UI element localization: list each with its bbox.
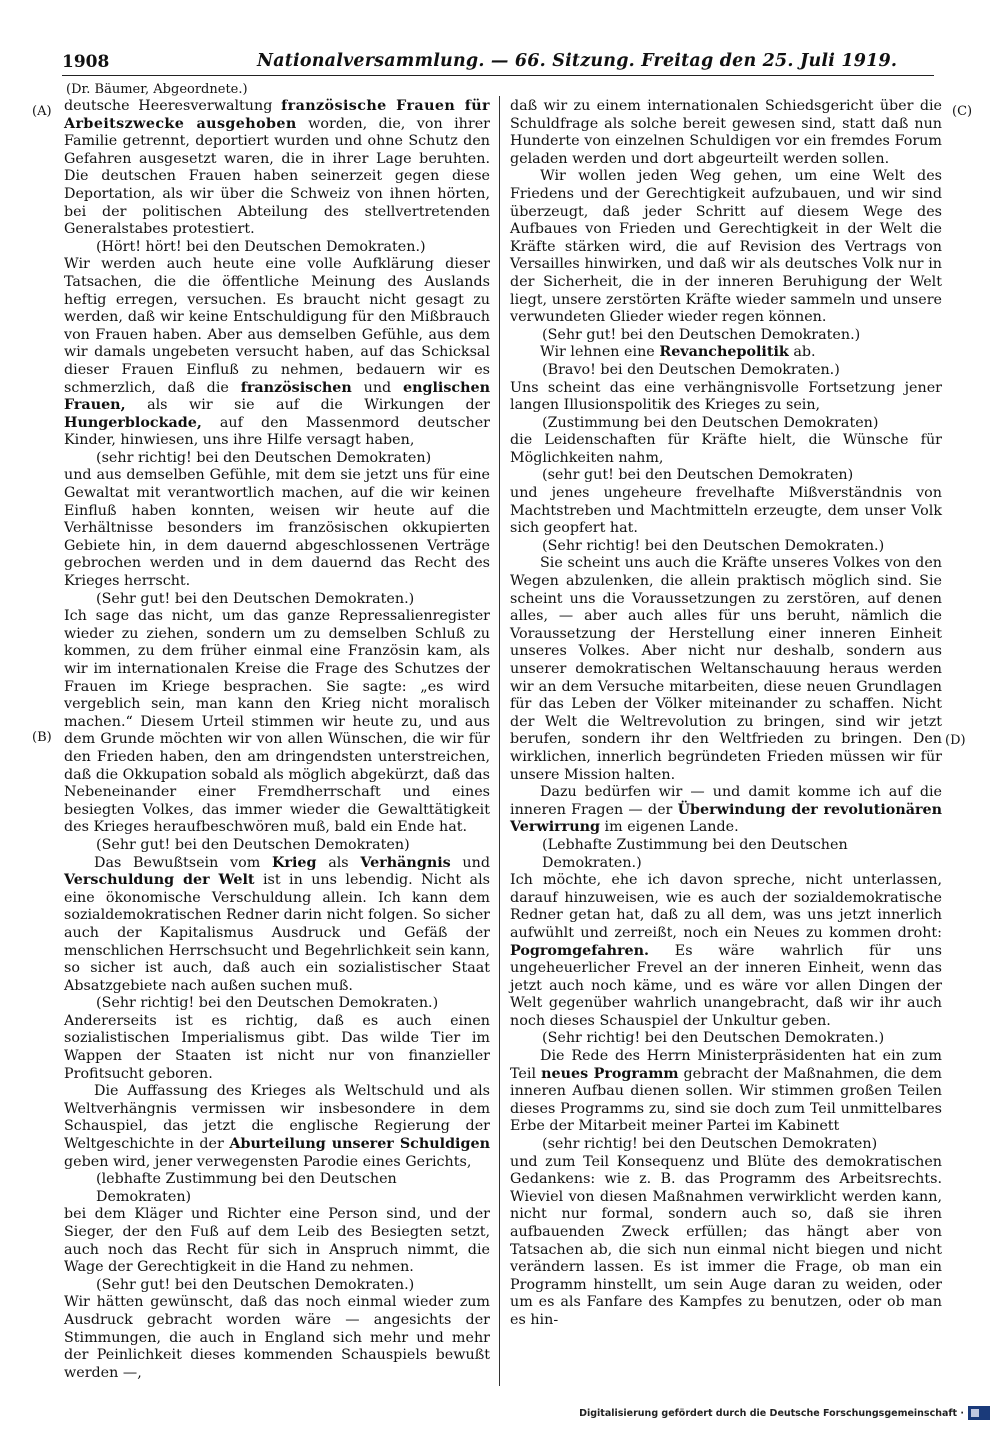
margin-marker-a: (A) bbox=[32, 104, 52, 119]
emphasis: Verschuldung der Welt bbox=[64, 872, 255, 889]
speaker-byline: (Dr. Bäumer, Abgeordnete.) bbox=[66, 82, 248, 97]
emphasis: französische Frauen für Arbeitszwecke ausgehoben bbox=[64, 98, 490, 132]
paragraph: Sie scheint uns auch die Kräfte unseres Volkes von den Wegen abzulenken, die allein praktisch möglich sind. Sie scheint uns die Voraussetzungen zu zerstören, auf denen alles, — aber auch alles für uns beruht, nämlich die Voraussetzung der Herstellung einer inneren Einheit unseres Volkes. Aber nicht nur deshalb, sondern aus unserer demokratischen Weltanschauung heraus werden wir an dem Versuche mitarbeiten, diese neuen Grundlagen für das Leben der Völker miteinander zu schaffen. Nicht der Welt die Weltrevolution zu bringen, sind wir jetzt berufen, sondern ihr den Weltfrieden zu bringen. Den wirklichen, innerlich begründeten Frieden müssen wir für unsere Mission halten. bbox=[510, 555, 942, 783]
paragraph: Wir wollen jeden Weg gehen, um eine Welt des Friedens und der Gerechtigkeit aufzubauen, und wir sind überzeugt, daß jeder Schritt auf diesem Wege des Aufbaues von Frieden und Gerechtigkeit in der Welt die Kräfte stärken wird, die auf Revision des Vertrags von Versailles hinwirken, und daß wir als deutsches Volk nur in der Sicherheit, die in der inneren Beruhigung der Welt liegt, unsere zerstörten Kräfte wieder sammeln und unsere verwundeten Glieder wieder regen können. bbox=[510, 168, 942, 326]
reaction: (lebhafte Zustimmung bei den Deutschen Demokraten) bbox=[96, 1171, 397, 1205]
footer-credit bbox=[579, 1406, 990, 1420]
footer-text: Digitalisierung gefördert durch die Deutsche Forschungsgemeinschaft · bbox=[579, 1407, 964, 1419]
paragraph: Dazu bedürfen wir — und damit komme ich auf die inneren Fragen — der Überwindung der revolutionären Verwirrung im eigenen Lande. bbox=[510, 784, 943, 836]
paragraph: Wir lehnen eine Revanchepolitik ab. bbox=[540, 344, 816, 361]
emphasis: neues Programm bbox=[541, 1065, 679, 1082]
margin-marker-c: (C) bbox=[952, 104, 973, 119]
running-title: Nationalversammlung. — 66. Sitzung. Freitag den 25. Juli 1919. bbox=[257, 51, 898, 71]
paragraph: Die Auffassung des Krieges als Weltschuld und als Weltverhängnis vermissen wir insbesondere in dem Schauspiel, das jetzt die englische Regierung der Weltgeschichte in der Aburteilung unserer Schuldigen geben wird, jener verwegensten Parodie eines Gerichts, bbox=[64, 1083, 490, 1170]
emphasis: Pogromgefahren. bbox=[510, 942, 649, 959]
emphasis: Hungerblockade, bbox=[64, 414, 202, 431]
header-rule bbox=[62, 75, 934, 76]
reaction: (Sehr richtig! bei den Deutschen Demokraten.) bbox=[542, 1030, 885, 1047]
paragraph: deutsche Heeresverwaltung französische Frauen für Arbeitszwecke ausgehoben worden, die, von ihrer Familie getrennt, deportiert wurden und ohne Schutz den Gefahren ausgesetzt waren, die in ihrer Lage beruhten. Die deutschen Frauen haben seinerzeit gegen diese Deportation, als wir über die Schweiz von ihnen hörten, bei der politischen Abteilung des stellvertretenden Generalstabes protestiert. bbox=[64, 98, 491, 238]
reaction: (Zustimmung bei den Deutschen Demokraten) bbox=[542, 414, 879, 431]
reaction: (sehr richtig! bei den Deutschen Demokraten) bbox=[96, 449, 432, 466]
right-column bbox=[510, 98, 942, 1330]
paragraph: Uns scheint das eine verhängnisvolle Fortsetzung jener langen Illusionspolitik des Krieges zu sein, bbox=[510, 379, 942, 414]
reaction: (Sehr gut! bei den Deutschen Demokraten.) bbox=[542, 326, 861, 343]
paragraph: und aus demselben Gefühle, mit dem sie jetzt uns für eine Gewaltat mit verantwortlich machen, auf die wir keinen Einfluß haben konnten, weisen wir heute auf die Verhältnisse besonders im französischen okkupierten Gebiete hin, in dem dauernd abgeschlossenen Verträge gebrochen werden und in dem dauernd das Recht des Krieges herrscht. bbox=[64, 467, 490, 590]
paragraph: und jenes ungeheure frevelhafte Mißverständnis von Machtstreben und Machtmitteln erzeugte, dem unser Volk sich geopfert hat. bbox=[510, 485, 942, 537]
margin-marker-b: (B) bbox=[32, 730, 52, 745]
column-divider bbox=[499, 96, 500, 1386]
emphasis: Revanchepolitik bbox=[659, 344, 789, 361]
reaction: (Sehr richtig! bei den Deutschen Demokraten.) bbox=[96, 995, 439, 1012]
paragraph: Das Bewußtsein vom Krieg als Verhängnis und Verschuldung der Welt ist in uns lebendig. Nicht als eine ökonomische Verschuldung allein. Ich kann dem sozialdemokratischen Redner darin nicht folgen. So sicher auch der Kapitalismus Ausdruck und Gefäß der menschlichen Herrschsucht und Begehrlichkeit sein kann, so sicher ist auch, daß auch ein sozialistischer Staat Absatzgebiete nach außen suchen muß. bbox=[64, 854, 490, 994]
left-column bbox=[64, 98, 490, 1382]
reaction: (sehr richtig! bei den Deutschen Demokraten) bbox=[542, 1136, 878, 1153]
emphasis: Krieg bbox=[272, 854, 317, 871]
page-number: 1908 bbox=[62, 52, 110, 72]
reaction: (Sehr gut! bei den Deutschen Demokraten) bbox=[96, 836, 410, 853]
dfg-logo-icon bbox=[968, 1406, 990, 1420]
reaction: (Sehr gut! bei den Deutschen Demokraten.) bbox=[96, 590, 415, 607]
reaction: (Sehr richtig! bei den Deutschen Demokraten.) bbox=[542, 537, 885, 554]
reaction: (sehr gut! bei den Deutschen Demokraten) bbox=[542, 467, 854, 484]
paragraph: Ich sage das nicht, um das ganze Repressalienregister wieder zu ziehen, sondern um zu demselben Schluß zu kommen, zu dem früher einmal eine Französin kam, als wir im internationalen Kreise die Frage des Schutzes der Frauen im Kriege besprachen. Sie sagte: „es wird vergeblich sein, man kann den Krieg nicht moralisch machen.“ Diesem Urteil stimmen wir heute zu, und aus dem Grunde möchten wir von allen Wünschen, die wir für den Frieden haben, den am dringendsten unterstreichen, daß die Okkupation sobald als möglich abgekürzt, daß das Nebeneinander einer Fremdherrschaft und eines besiegten Volkes, das immer wieder die Gewalttätigkeit des Krieges heraufbeschwören muß, bald ein Ende hat. bbox=[64, 608, 490, 836]
emphasis: Verhängnis bbox=[360, 854, 451, 871]
margin-marker-d: (D) bbox=[945, 733, 966, 748]
emphasis: englischen Frauen, bbox=[64, 379, 491, 414]
paragraph: Wir hätten gewünscht, daß das noch einmal wieder zum Ausdruck gebracht worden wäre — angesichts der Stimmungen, die auch in England sich mehr und mehr der Peinlichkeit dieses kommenden Schauspiels bewußt werden —, bbox=[64, 1294, 490, 1381]
emphasis: Aburteilung unserer Schuldigen bbox=[229, 1136, 490, 1153]
paragraph: Die Rede des Herrn Ministerpräsidenten hat ein zum Teil neues Programm gebracht der Maßnahmen, die dem inneren Aufbau dienen sollen. Wir stimmen großen Teilen dieses Programms zu, sind sie doch zum Teil unmittelbares Erbe der Mitarbeit meiner Partei im Kabinett bbox=[510, 1048, 942, 1135]
paragraph: und zum Teil Konsequenz und Blüte des demokratischen Gedankens: wie z. B. das Programm des Arbeitsrechts. Wieviel von diesen Maßnahmen verwirklicht werden kann, nicht nur formal, sondern auch so, daß sie ihren aufbauenden Zweck erfüllen; das hängt aber von Tatsachen ab, die sich nun einmal nicht biegen und nicht verändern lassen. Es ist immer die Frage, ob man ein Programm hinstellt, um sein Auge daran zu weiden, oder um es als Fanfare des Kampfes zu benutzen, oder ob man es hin- bbox=[510, 1153, 942, 1328]
reaction: (Sehr gut! bei den Deutschen Demokraten.) bbox=[96, 1276, 415, 1293]
reaction: (Bravo! bei den Deutschen Demokraten.) bbox=[542, 361, 840, 378]
paragraph: Ich möchte, ehe ich davon spreche, nicht unterlassen, darauf hinzuweisen, wie es auch der sozialdemokratische Redner getan hat, daß zu all dem, was uns jetzt innerlich aufwühlt und zerreißt, noch ein Neues zu kommen droht: Pogromgefahren. Es wäre wahrlich für uns ungeheuerlicher Frevel an der inneren Einheit, wenn das jetzt auch noch käme, und es wäre vor allen Dingen der Welt gegenüber wahrlich unangebracht, daß wir ihr auch noch dieses Schauspiel der Unkultur geben. bbox=[510, 872, 943, 1029]
emphasis: Überwindung der revolutionären Verwirrung bbox=[510, 801, 943, 836]
reaction: (Hört! hört! bei den Deutschen Demokraten.) bbox=[96, 238, 426, 255]
paragraph: Andererseits ist es richtig, daß es auch einen sozialistischen Imperialismus gibt. Das wilde Tier im Wappen der Staaten ist nicht nur von finanzieller Profitsucht geboren. bbox=[64, 1012, 490, 1082]
paragraph: die Leidenschaften für Kräfte hielt, die Wünsche für Möglichkeiten nahm, bbox=[510, 432, 942, 466]
running-header bbox=[62, 50, 934, 76]
emphasis: französischen bbox=[240, 379, 352, 396]
reaction: (Lebhafte Zustimmung bei den Deutschen Demokraten.) bbox=[542, 836, 848, 871]
paragraph: bei dem Kläger und Richter eine Person sind, und der Sieger, der den Fuß auf dem Leib des Besiegten setzt, auch noch das Recht für sich in Anspruch nimmt, die Wage der Gerechtigkeit in die Hand zu nehmen. bbox=[64, 1206, 490, 1276]
paragraph: daß wir zu einem internationalen Schiedsgericht über die Schuldfrage als solche bereit gewesen sind, statt daß nun Hunderte von einzelnen Schuldigen vor ein fremdes Forum geladen werden und dort abgeurteilt werden sollen. bbox=[510, 98, 942, 167]
paragraph: Wir werden auch heute eine volle Aufklärung dieser Tatsachen, die die öffentliche Meinung des Auslands heftig erregen, versuchen. Es braucht nicht gesagt zu werden, daß wir keine Entschuldigung für den Mißbrauch von Frauen haben. Aber aus demselben Gefühle, aus dem wir damals ungebeten versucht haben, auf das Schicksal dieser Frauen Einfluß zu nehmen, bedauern wir es schmerzlich, daß die französischen und englischen Frauen, als wir sie auf die Wirkungen der Hungerblockade, auf den Massenmord deutscher Kinder, hinwiesen, uns ihre Hilfe versagt haben, bbox=[64, 256, 491, 449]
